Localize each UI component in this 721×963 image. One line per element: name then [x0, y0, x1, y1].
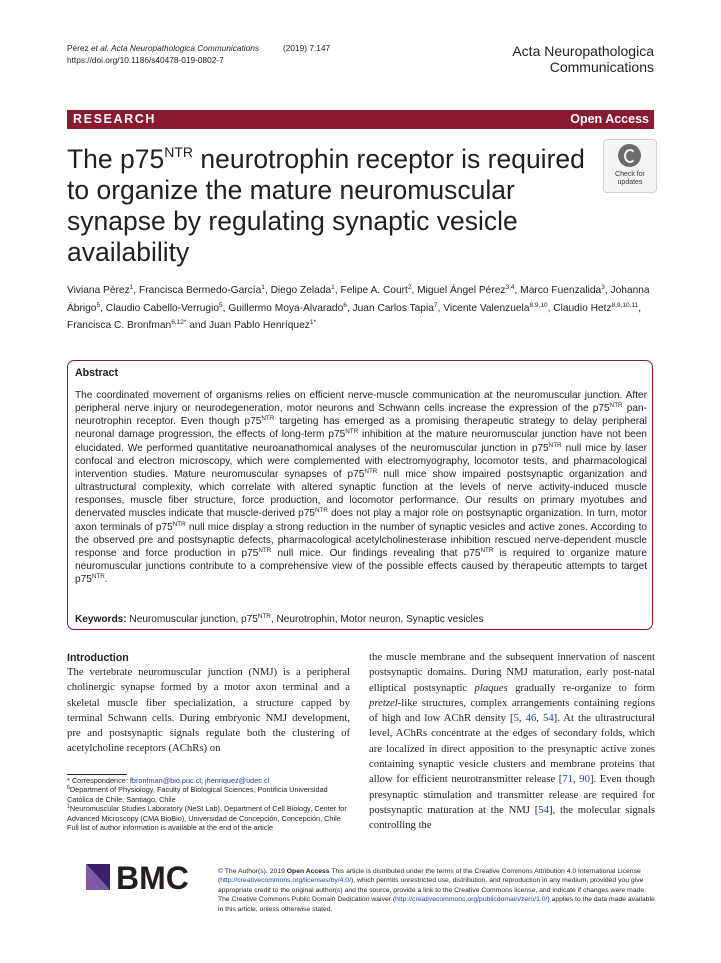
- correspondence-label: * Correspondence:: [67, 776, 130, 785]
- abstract-superscript: NTR: [91, 573, 105, 581]
- section-bar: [67, 110, 654, 129]
- correspondence-email[interactable]: fbronfman@bio.puc.cl; jhenriquez@udec.cl: [129, 776, 270, 785]
- author-name[interactable]: Claudio Cabello-Verrugio: [105, 302, 220, 314]
- affiliation-note: Neuromuscular Studies Laboratory (NeSt Lab), Department of Cell Biology, Center for Advanced Microscopy (CMA BioBio), Universidad de Concepción, Concepción, Chile: [67, 804, 347, 823]
- author-affiliation: 6: [343, 301, 347, 309]
- citation-link[interactable]: 90: [579, 773, 590, 786]
- abstract-segment: pan-neurotrophin receptor. Even though p75: [75, 403, 647, 428]
- citation-link[interactable]: 71: [562, 773, 574, 786]
- license-text: © The Author(s). 2019 Open Access This article is distributed under the terms of the Creative Commons Attribution 4.0 International License (http://creativecommons.org/licenses/by/4.0/), which permits unrestricted use, distribution, and reproduction in any medium, provided you give appropriate credit to the original author(s) and the source, provide a link to the Creative Commons license, and indicate if changes were made. The Creative Commons Public Domain Dedication waiver (http://creativecommons.org/publicdomain/zero/1.0/) applies to the data made available in this article, unless otherwise stated.: [218, 868, 655, 913]
- journal-name: [512, 44, 654, 75]
- author-info-note: Full list of author information is available at the end of the article: [67, 823, 274, 833]
- keywords-label: Keywords:: [75, 614, 127, 625]
- author-name[interactable]: Felipe A. Court: [340, 285, 408, 296]
- citation-link[interactable]: 54: [538, 803, 549, 816]
- author-affiliation: 5: [219, 301, 223, 309]
- author-name[interactable]: Francisca Bermedo-García: [138, 285, 262, 296]
- author-name[interactable]: Juan Carlos Tapia: [352, 302, 434, 314]
- author-affiliation: 3: [601, 284, 605, 291]
- check-for-updates-button[interactable]: [603, 139, 657, 193]
- abstract-superscript: NTR: [609, 402, 623, 410]
- author-name[interactable]: Marco Fuenzalida: [520, 285, 602, 296]
- intro-column-2: the muscle membrane and the subsequent innervation of nascent postsynaptic domains. During NMJ maturation, early post-natal elliptical postsynaptic plaques gradually re-organize to form pretzel-like structures, complex arrangements containing regions of high and low AChR density [5, 46, 54]. At the ultrastructural level, AChRs concentrate at the edges of secondary folds, which are localized in direct apposition to the presynaptic active zones containing synaptic vesicle clusters and membrane proteins that allow for efficient neurotransmitter release [71, 90]. Even though presynaptic stimulation and transmitter release are required for postsynaptic maturation at the NMJ [54], the molecular signals controlling the: [369, 651, 656, 832]
- abstract-superscript: NTR: [480, 546, 494, 554]
- open-access-tag: Open Access: [286, 868, 330, 875]
- abstract-superscript: NTR: [261, 415, 275, 423]
- author-name[interactable]: Vicente Valenzuela: [443, 302, 530, 314]
- abstract-segment: null mice display a strong reduction in the number of synaptic vesicles and active zones. According to the observed pre and postsynaptic defects, pharmacological acetylcholinesterase inhibition rescued nerve-dependent muscle response and force production in p75: [75, 521, 647, 559]
- abstract-superscript: NTR: [364, 467, 378, 475]
- author-name[interactable]: Claudio Hetz: [553, 302, 612, 314]
- author-name[interactable]: Juan Pablo Henríquez: [209, 320, 310, 332]
- abstract-segment: null mice show impaired postsynaptic organization and ultrastructural complexity, which correlate with altered synaptic function at the levels of nerve activity-induced muscle responses, muscle fiber structure, force production, and locomotor performance. Our results on primary myotubes and denervated muscles indicate that muscle-derived p75: [75, 468, 648, 520]
- author-list: Viviana Pérez$^1$, Francisca Bermedo-García$^1$, Diego Zelada$^1$, Felipe A. Court$^2$, Miguel Ángel Pérez$^{3,4}$, Marco Fuenzalida$^3$, Johanna Ábrigo$^5$, Claudio Cabello-Verrugio$^5$, Guillermo Moya-Alvarado$^6$, Juan Carlos Tapia$^7$, Vicente Valenzuela$^{8,9,10}$, Claudio Hetz$^{8,9,10,11}$, Francisca C. Bronfman$^{6,12*}$ and Juan Pablo Henríquez$^{1*}$: [67, 284, 650, 332]
- author-affiliation: 8,9,10: [529, 301, 548, 309]
- abstract-text: [75, 389, 647, 586]
- badge-line2: updates: [617, 179, 643, 186]
- abstract-segment: targeting has emerged as a promising therapeutic strategy to delay peripheral neuronal damage progression, the effects of long-term p75: [75, 416, 647, 441]
- author-affiliation: 6,12*: [171, 319, 187, 327]
- author-affiliation: 1*: [309, 319, 317, 327]
- bmc-logo-text: BMC: [116, 862, 189, 892]
- author-name[interactable]: Miguel Ángel Pérez: [417, 285, 506, 296]
- abstract-superscript: NTR: [548, 441, 562, 449]
- citation-year: (2019) 7:147: [283, 43, 331, 53]
- author-name[interactable]: Diego Zelada: [270, 285, 332, 296]
- keywords: [75, 614, 484, 625]
- keywords-superscript: NTR: [257, 613, 271, 620]
- doi-link[interactable]: https://doi.org/10.1186/s40478-019-0802-7: [67, 54, 224, 65]
- open-access-label: Open Access: [570, 112, 649, 126]
- footnote-rule: [67, 774, 127, 775]
- abstract-segment: null mice by laser confocal and electron microscopy, which were complemented with electromyography, locomotor tests, and pharmacological intervention studies. Mature neuromuscular synapses of p75: [75, 442, 647, 480]
- author-affiliation: 5: [96, 301, 101, 309]
- author-affiliation: 1: [261, 284, 265, 291]
- author-affiliation: 2: [407, 284, 412, 291]
- abstract-superscript: NTR: [258, 546, 272, 554]
- author-affiliation: 1: [331, 284, 335, 291]
- article-title: [67, 144, 587, 268]
- author-name[interactable]: Viviana Pérez: [67, 285, 130, 296]
- keywords-text: , Neurotrophin, Motor neuron, Synaptic vesicles: [270, 614, 484, 625]
- abstract-segment: is required to organize mature neuromuscular junctions contribute to a comprehensive view of the possible effects caused by therapeutic attempts to target p75: [75, 547, 647, 586]
- title-part: neurotrophin receptor is required to organize the mature neuromuscular synapse by regulating synaptic vesicle availability: [67, 144, 585, 267]
- introduction-heading: Introduction: [67, 652, 129, 664]
- author-name[interactable]: Johanna Ábrigo: [67, 285, 650, 314]
- citation-link[interactable]: 54: [542, 712, 554, 725]
- keywords-text: Neuromuscular junction, p75: [126, 614, 258, 625]
- running-header: [67, 43, 330, 66]
- waiver-link[interactable]: http://creativecommons.org/publicdomain/zero/1.0/: [395, 896, 548, 904]
- abstract-superscript: NTR: [315, 507, 328, 515]
- citation-journal: et al. Acta Neuropathologica Communications: [91, 43, 260, 53]
- citation-link[interactable]: 46: [525, 712, 537, 725]
- author-name[interactable]: Guillermo Moya-Alvarado: [228, 302, 344, 314]
- section-label: RESEARCH: [73, 112, 156, 126]
- author-affiliation: 1: [129, 284, 134, 291]
- license-link[interactable]: http://creativecommons.org/licenses/by/4.0/: [220, 877, 351, 885]
- title-superscript: NTR: [164, 144, 194, 160]
- abstract-heading: Abstract: [75, 367, 118, 379]
- abstract-segment: does not play a major role on postsynaptic organization. In turn, motor axon terminals of p75: [75, 508, 647, 533]
- author-affiliation: 7: [433, 301, 438, 309]
- abstract-segment: null mice. Our findings revealing that p75: [271, 547, 481, 559]
- abstract-segment: The coordinated movement of organisms relies on efficient nerve-muscle communication at the neuromuscular junction. After peripheral nerve injury or neurodegeneration, motor neurons and Schwann cells increase the expression of the p75: [75, 390, 647, 415]
- abstract-segment: .: [104, 574, 108, 586]
- check-updates-icon: [618, 144, 641, 167]
- bmc-logo: [86, 862, 212, 892]
- abstract-segment: inhibition at the mature neuromuscular junction have not been elucidated. We performed quantitative neuroanathomical analyses of the neuromuscular junction in p75: [75, 429, 647, 454]
- author-affiliation: 8,9,10,11: [611, 301, 639, 309]
- author-affiliation: 3,4: [505, 284, 515, 291]
- citation-link[interactable]: 5: [513, 712, 519, 725]
- journal-name-line1: Acta Neuropathologica: [512, 43, 654, 59]
- footnotes: * Correspondence: fbronfman@bio.puc.cl; jhenriquez@udec.cl $^6$Department of Physiology, Faculty of Biological Sciences, Pontificia Universidad Católica de Chile, Santiago, Chile $^1$Neuromuscular Studies Laboratory (NeSt Lab), Department of Cell Biology, Center for Advanced Microscopy (CMA BioBio), Universidad de Concepción, Concepción, Chile Full list of author information is available at the end of the article: [67, 776, 350, 832]
- journal-name-line2: Communications: [549, 58, 654, 75]
- intro-column-1: The vertebrate neuromuscular junction (NMJ) is a peripheral cholinergic synapse formed by a motor axon terminal and a skeletal muscle fiber specialization, a structure capped by terminal Schwann cells. During embryonic NMJ development, pre and postsynaptic signals regulate both the clustering of acetylcholine receptors (AChRs) on: [67, 666, 350, 755]
- author-name[interactable]: Francisca C. Bronfman: [67, 320, 172, 332]
- abstract-superscript: NTR: [172, 520, 186, 528]
- abstract-superscript: NTR: [345, 428, 359, 436]
- affiliation-note: Department of Physiology, Faculty of Biological Sciences, Pontificia Universidad Católica de Chile, Santiago, Chile: [67, 785, 328, 804]
- abstract-box: [67, 360, 653, 630]
- citation-authors: Pérez: [67, 43, 89, 53]
- badge-line1: Check for: [615, 171, 645, 178]
- title-part: The p75: [67, 144, 165, 174]
